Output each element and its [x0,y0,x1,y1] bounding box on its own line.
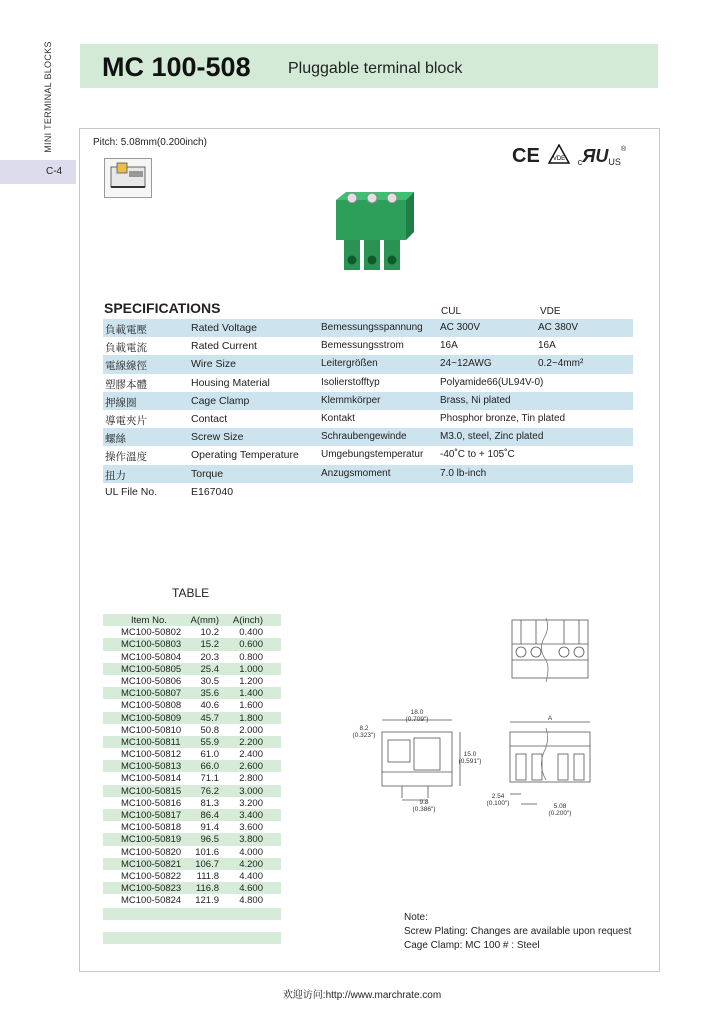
item-table [103,614,281,907]
spec-row [103,337,633,355]
vde-column-header: VDE [540,306,561,317]
cell-item-no: MC100-50815 [121,785,182,797]
table-row [103,894,281,906]
cell-a-mm: 111.8 [196,870,219,882]
dim-height: 15.0 [463,751,477,758]
ul-us-text: US [608,157,621,167]
cell-a-mm: 15.2 [200,639,219,651]
table-row [103,626,281,638]
table-title: TABLE [172,586,210,600]
spec-row [103,410,633,428]
dim-a: A [547,715,553,722]
spec-row [103,374,633,392]
cell-a-inch: 1.600 [239,700,263,712]
cell-a-mm: 81.3 [200,797,219,809]
cell-item-no: MC100-50823 [121,883,182,895]
model-subtitle: Pluggable terminal block [288,60,463,77]
top-view-drawing [512,618,588,682]
certification-marks [512,144,626,169]
cell-a-mm: 101.6 [195,846,219,858]
spec-zh: 塑膠本體 [105,378,147,391]
table-row [103,809,281,821]
spec-value-cul: 7.0 lb-inch [440,467,487,479]
cell-a-mm: 76.2 [200,785,219,797]
cell-item-no: MC100-50824 [121,895,182,907]
spec-de: Umgebungstemperatur [321,449,424,461]
cell-item-no: MC100-50804 [121,651,182,663]
dimension-drawings [340,608,610,829]
cul-column-header: CUL [441,306,462,317]
table-row [103,785,281,797]
cell-item-no: MC100-50822 [121,870,182,882]
spec-de: Leitergrößen [321,358,378,370]
table-row [103,638,281,650]
dim-height-inch: (0.591") [458,758,482,765]
spec-en: Torque [191,467,224,480]
table-row [103,882,281,894]
spec-row [103,355,633,373]
spec-de: Anzugsmoment [321,467,391,479]
cell-a-mm: 121.9 [195,895,219,907]
footer-url[interactable]: 欢迎访问:http://www.marchrate.com [282,990,442,1001]
table-row [103,663,281,675]
dim-pitch: 5.08 [553,803,567,810]
terminal-thumbnail-icon [104,158,152,198]
cell-a-inch: 2.800 [239,773,263,785]
spec-en: Screw Size [191,431,244,444]
cell-a-inch: 2.400 [239,749,263,761]
spec-en: Rated Voltage [191,322,257,334]
spec-en: Rated Current [191,340,257,353]
cell-item-no: MC100-50802 [121,627,182,639]
spec-en: Wire Size [191,358,236,371]
spec-value-cul: Brass, Ni plated [440,394,511,406]
cell-a-inch: 1.800 [239,712,263,724]
cell-item-no: MC100-50811 [121,736,181,748]
spec-row [103,428,633,446]
cell-a-mm: 10.2 [200,627,219,639]
cell-a-inch: 1.400 [239,688,263,700]
spec-value-cul: Phosphor bronze, Tin plated [440,412,566,424]
cell-a-inch: 3.000 [239,785,263,797]
spec-value-cul: 16A [440,340,458,352]
page-tab [0,160,76,184]
table-blank-row [103,908,281,920]
spec-zh: 電線線徑 [105,360,147,373]
cell-a-inch: 4.200 [239,858,263,870]
cell-a-inch: 0.800 [239,651,263,663]
spec-row [103,483,633,501]
dim-width-inch: (0.709") [405,716,429,723]
page-code: C-4 [46,166,63,177]
table-row [103,833,281,845]
spec-zh: 負載電流 [105,342,147,355]
dim-pitch-inch: (0.200") [548,810,572,817]
side-view-drawing [382,720,460,800]
cell-item-no: MC100-50813 [121,761,182,773]
vde-mark-icon [548,144,570,169]
table-row [103,821,281,833]
note-line-cage: Cage Clamp: MC 100 # : Steel [404,940,540,951]
cell-a-inch: 4.000 [239,846,263,858]
table-row [103,870,281,882]
cell-a-inch: 2.600 [239,761,263,773]
cell-item-no: MC100-50820 [121,846,182,858]
table-row [103,797,281,809]
cell-a-inch: 4.400 [239,870,263,882]
header-a-mm: A(mm) [190,615,219,626]
cell-item-no: MC100-50810 [121,724,182,736]
table-row [103,675,281,687]
table-row [103,724,281,736]
cell-a-inch: 4.600 [239,883,263,895]
table-row [103,846,281,858]
spec-de: Klemmkörper [321,394,381,406]
note-block [404,911,631,953]
cell-a-mm: 40.6 [200,700,219,712]
spec-zh: 螺絲 [105,433,126,446]
cell-a-inch: 4.800 [239,895,263,907]
ul-mark-icon [578,146,626,167]
section-side-label [38,40,58,160]
cell-a-mm: 71.1 [200,773,219,785]
cell-a-inch: 2.200 [239,736,263,748]
cell-a-inch: 0.400 [239,627,263,639]
product-image [332,186,416,283]
spec-value-cul: -40˚C to + 105˚C [440,449,515,461]
table-blank-row [103,932,281,944]
spec-row [103,392,633,410]
cell-item-no: MC100-50806 [121,675,182,687]
specifications-table [103,319,633,501]
cell-a-mm: 30.5 [200,675,219,687]
cell-a-mm: 45.7 [200,712,219,724]
table-row [103,687,281,699]
table-row [103,772,281,784]
spec-ul-file-value: E167040 [191,485,234,498]
dim-width: 18.0 [410,709,424,716]
cell-a-inch: 1.200 [239,675,263,687]
spec-de: Schraubengewinde [321,431,407,443]
spec-en: Operating Temperature [191,449,299,462]
spec-zh: 導電夾片 [105,414,147,427]
cell-a-mm: 20.3 [200,651,219,663]
dim-base-inch: (0.386") [412,806,436,813]
cell-item-no: MC100-50817 [121,810,182,821]
spec-en: Cage Clamp [191,394,250,407]
spec-zh: 扭力 [105,469,126,482]
cell-item-no: MC100-50809 [121,712,182,724]
spec-de: Isolierstofftyp [321,376,380,388]
table-row [103,736,281,748]
cell-a-mm: 66.0 [200,761,219,773]
cell-a-mm: 61.0 [200,749,219,761]
table-row [103,651,281,663]
ul-ru-glyph: ЯU [582,146,609,166]
cell-a-inch: 3.600 [239,822,263,834]
spec-value-cul: M3.0, steel, Zinc plated [440,431,544,443]
model-title: MC 100-508 [102,52,251,82]
header-a-inch: A(inch) [232,615,263,626]
pitch-label: Pitch: 5.08mm(0.200inch) [93,137,207,148]
table-row [103,858,281,870]
cell-item-no: MC100-50818 [121,822,182,834]
dim-offset: 2.54 [491,793,505,800]
spec-de: Kontakt [321,412,355,424]
spec-value-vde: 16A [538,340,556,352]
spec-zh: 押線圈 [105,396,137,409]
dim-depth: 8.2 [359,725,369,732]
cell-a-inch: 1.000 [239,663,263,675]
spec-zh: 負載電壓 [105,324,147,336]
spec-en: Contact [191,412,228,425]
cell-item-no: MC100-50808 [121,700,182,712]
cell-item-no: MC100-50807 [121,688,182,700]
spec-value-cul: Polyamide66(UL94V-0) [440,376,544,388]
spec-row [103,465,633,483]
cell-a-mm: 55.9 [200,736,219,748]
cell-a-mm: 116.8 [195,883,219,895]
cell-item-no: MC100-50812 [121,749,182,761]
cell-a-mm: 35.6 [200,688,219,700]
header-item-no: Item No. [131,615,167,626]
spec-zh: 操作溫度 [105,451,147,464]
table-row [103,712,281,724]
section-label-text: MINI TERMINAL BLOCKS [43,41,53,153]
table-row [103,748,281,760]
front-view-drawing [510,722,590,804]
note-line-plating: Screw Plating: Changes are available upon request [404,926,632,937]
cell-item-no: MC100-50803 [121,639,182,651]
note-title: Note: [404,912,428,923]
dim-offset-inch: (0.100") [486,800,510,807]
spec-row [103,319,633,337]
dim-depth-inch: (0.323") [352,732,376,739]
ce-mark-icon: CE [512,145,540,167]
cell-a-inch: 3.200 [239,797,263,809]
cell-a-mm: 50.8 [200,724,219,736]
spec-en: Housing Material [191,376,270,389]
vde-mark-text: VDE [552,156,565,162]
cell-a-inch: 3.800 [239,834,263,846]
cell-a-mm: 86.4 [200,810,219,821]
item-table-header [103,614,281,626]
cell-a-mm: 91.4 [200,822,219,834]
cell-item-no: MC100-50819 [121,834,182,846]
spec-ul-file-label: UL File No. [105,485,158,498]
cell-a-mm: 96.5 [200,834,219,846]
spec-value-cul: AC 300V [440,322,481,333]
cell-a-inch: 2.000 [239,724,263,736]
spec-row [103,446,633,464]
table-row [103,760,281,772]
specifications-title: SPECIFICATIONS [104,300,221,316]
cell-a-mm: 25.4 [200,663,219,675]
spec-value-cul: 24~12AWG [440,358,492,370]
ul-c-text: c [577,157,583,167]
cell-item-no: MC100-50814 [121,773,182,785]
dim-base: 9.8 [419,799,429,806]
cell-item-no: MC100-50821 [121,858,182,870]
spec-value-vde: 0.2~4mm² [538,358,584,370]
cell-a-inch: 3.400 [239,810,263,821]
spec-de: Bemessungsspannung [321,322,423,333]
spec-de: Bemessungsstrom [321,340,404,352]
cell-item-no: MC100-50816 [121,797,182,809]
table-row [103,699,281,711]
cell-a-mm: 106.7 [195,858,219,870]
spec-value-vde: AC 380V [538,322,579,333]
cell-item-no: MC100-50805 [121,663,182,675]
cell-a-inch: 0.600 [239,639,263,651]
ul-reg-text: ® [620,146,627,153]
